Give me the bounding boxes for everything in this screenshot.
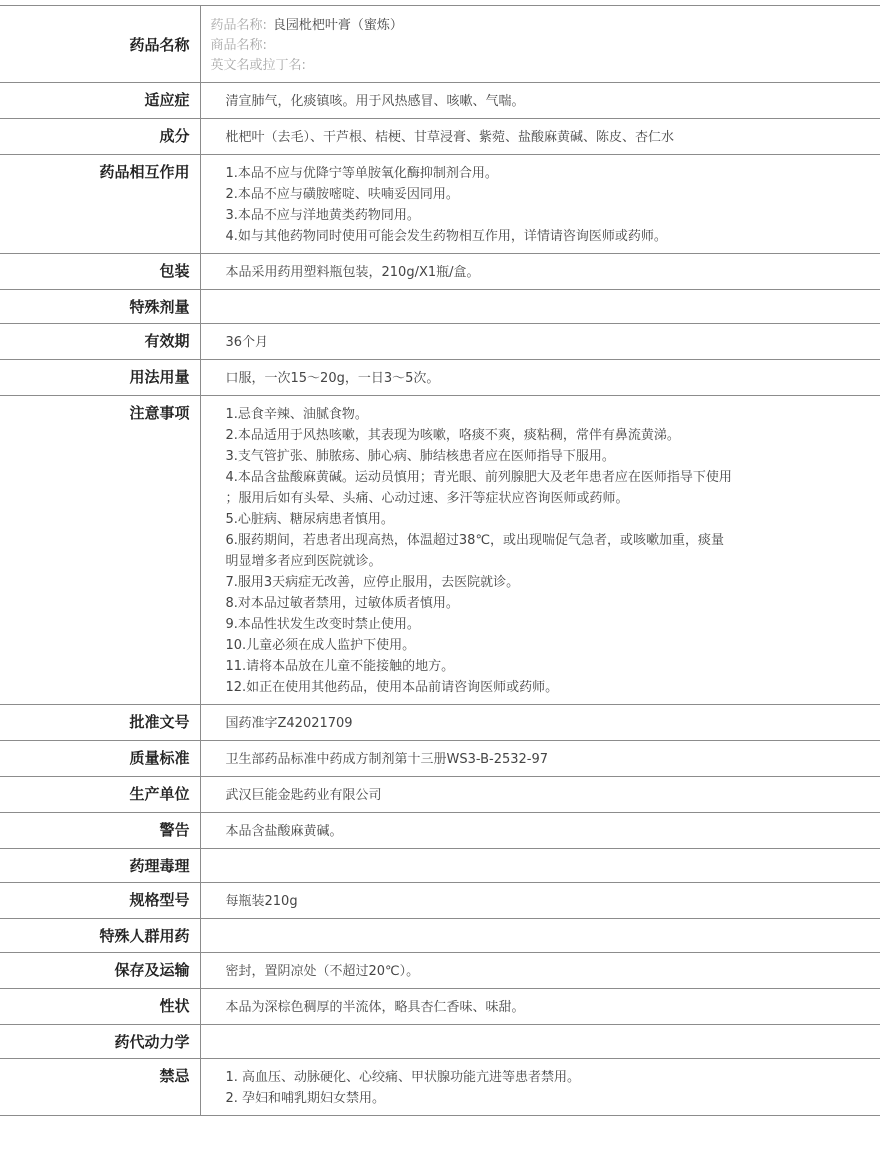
precaution-line: 12.如正在使用其他药品，使用本品前请咨询医师或药师。 <box>225 680 559 695</box>
value-usage: 口服，一次15～20g，一日3～5次。 <box>200 360 880 396</box>
value-special-dosage <box>200 290 880 324</box>
generic-name-value: 良园枇杷叶膏（蜜炼） <box>272 18 403 33</box>
row-packaging <box>0 254 880 290</box>
row-standard <box>0 741 880 777</box>
precaution-line: 7.服用3天病症无改善，应停止服用，去医院就诊。 <box>225 575 520 590</box>
row-warning <box>0 813 880 849</box>
value-storage: 密封，置阴凉处（不超过20℃）。 <box>200 953 880 989</box>
label-storage: 保存及运输 <box>0 953 200 989</box>
label-interactions: 药品相互作用 <box>0 155 200 254</box>
label-warning: 警告 <box>0 813 200 849</box>
value-warning: 本品含盐酸麻黄碱。 <box>200 813 880 849</box>
row-precautions <box>0 396 880 705</box>
precaution-line: 6.服药期间，若患者出现高热，体温超过38℃，或出现喘促气急者，或咳嗽加重，痰量 <box>225 533 725 548</box>
label-contraindications: 禁忌 <box>0 1059 200 1116</box>
value-precautions <box>200 396 880 705</box>
label-indications: 适应症 <box>0 83 200 119</box>
label-precautions: 注意事项 <box>0 396 200 705</box>
precaution-line: 11.请将本品放在儿童不能接触的地方。 <box>225 659 455 674</box>
row-special-dosage <box>0 290 880 324</box>
row-pharmacokinetics <box>0 1025 880 1059</box>
row-spec <box>0 883 880 919</box>
value-approval: 国药准字Z42021709 <box>200 705 880 741</box>
contraindication-line: 2. 孕妇和哺乳期妇女禁用。 <box>225 1091 386 1106</box>
row-appearance <box>0 989 880 1025</box>
row-ingredients <box>0 119 880 155</box>
english-name-key: 英文名或拉丁名: <box>210 58 306 73</box>
precaution-line: 10.儿童必须在成人监护下使用。 <box>225 638 416 653</box>
value-special-population <box>200 919 880 953</box>
value-contraindications <box>200 1059 880 1116</box>
label-usage: 用法用量 <box>0 360 200 396</box>
label-name: 药品名称 <box>0 6 200 83</box>
interaction-line: 1.本品不应与优降宁等单胺氧化酶抑制剂合用。 <box>225 166 498 181</box>
row-approval <box>0 705 880 741</box>
value-interactions <box>200 155 880 254</box>
value-packaging: 本品采用药用塑料瓶包装，210g/X1瓶/盒。 <box>200 254 880 290</box>
label-pharmacokinetics: 药代动力学 <box>0 1025 200 1059</box>
value-appearance: 本品为深棕色稠厚的半流体，略具杏仁香味、味甜。 <box>200 989 880 1025</box>
interaction-line: 2.本品不应与磺胺嘧啶、呋喃妥因同用。 <box>225 187 459 202</box>
row-interactions <box>0 155 880 254</box>
interaction-line: 4.如与其他药物同时使用可能会发生药物相互作用，详情请咨询医师或药师。 <box>225 229 667 244</box>
value-spec: 每瓶装210g <box>200 883 880 919</box>
value-toxicology <box>200 849 880 883</box>
precaution-line: 1.忌食辛辣、油腻食物。 <box>225 407 368 422</box>
precaution-line: 4.本品含盐酸麻黄碱。运动员慎用；青光眼、前列腺肥大及老年患者应在医师指导下使用 <box>225 470 732 485</box>
drug-info-sheet <box>0 5 880 1116</box>
row-indications <box>0 83 880 119</box>
precaution-line: 3.支气管扩张、肺脓疡、肺心病、肺结核患者应在医师指导下服用。 <box>225 449 615 464</box>
precaution-line: 5.心脏病、糖尿病患者慎用。 <box>225 512 394 527</box>
precaution-line: 9.本品性状发生改变时禁止使用。 <box>225 617 420 632</box>
label-special-dosage: 特殊剂量 <box>0 290 200 324</box>
value-manufacturer: 武汉巨能金匙药业有限公司 <box>200 777 880 813</box>
label-manufacturer: 生产单位 <box>0 777 200 813</box>
row-toxicology <box>0 849 880 883</box>
value-name <box>200 6 880 83</box>
precaution-line: 明显增多者应到医院就诊。 <box>225 554 382 569</box>
row-manufacturer <box>0 777 880 813</box>
trade-name-line <box>211 36 871 56</box>
label-appearance: 性状 <box>0 989 200 1025</box>
generic-name-key: 药品名称: <box>210 18 267 33</box>
precaution-line: ；服用后如有头晕、头痛、心动过速、多汗等症状应咨询医师或药师。 <box>225 491 629 506</box>
row-usage <box>0 360 880 396</box>
trade-name-key: 商品名称: <box>210 38 267 53</box>
row-special-population <box>0 919 880 953</box>
label-packaging: 包装 <box>0 254 200 290</box>
english-name-line <box>211 56 871 76</box>
label-shelf-life: 有效期 <box>0 324 200 360</box>
label-special-population: 特殊人群用药 <box>0 919 200 953</box>
value-ingredients: 枇杷叶（去毛）、干芦根、桔梗、甘草浸膏、紫菀、盐酸麻黄碱、陈皮、杏仁水 <box>200 119 880 155</box>
value-standard: 卫生部药品标准中药成方制剂第十三册WS3-B-2532-97 <box>200 741 880 777</box>
row-shelf-life <box>0 324 880 360</box>
value-indications: 清宣肺气，化痰镇咳。用于风热感冒、咳嗽、气喘。 <box>200 83 880 119</box>
label-approval: 批准文号 <box>0 705 200 741</box>
row-name <box>0 6 880 83</box>
value-shelf-life: 36个月 <box>200 324 880 360</box>
interaction-line: 3.本品不应与洋地黄类药物同用。 <box>225 208 420 223</box>
label-toxicology: 药理毒理 <box>0 849 200 883</box>
label-standard: 质量标准 <box>0 741 200 777</box>
drug-info-table <box>0 6 880 1116</box>
precaution-line: 8.对本品过敏者禁用，过敏体质者慎用。 <box>225 596 459 611</box>
label-spec: 规格型号 <box>0 883 200 919</box>
generic-name-line <box>211 16 871 36</box>
value-pharmacokinetics <box>200 1025 880 1059</box>
row-storage <box>0 953 880 989</box>
contraindication-line: 1. 高血压、动脉硬化、心绞痛、甲状腺功能亢进等患者禁用。 <box>225 1070 581 1085</box>
label-ingredients: 成分 <box>0 119 200 155</box>
row-contraindications <box>0 1059 880 1116</box>
precaution-line: 2.本品适用于风热咳嗽，其表现为咳嗽，咯痰不爽，痰粘稠，常伴有鼻流黄涕。 <box>225 428 680 443</box>
